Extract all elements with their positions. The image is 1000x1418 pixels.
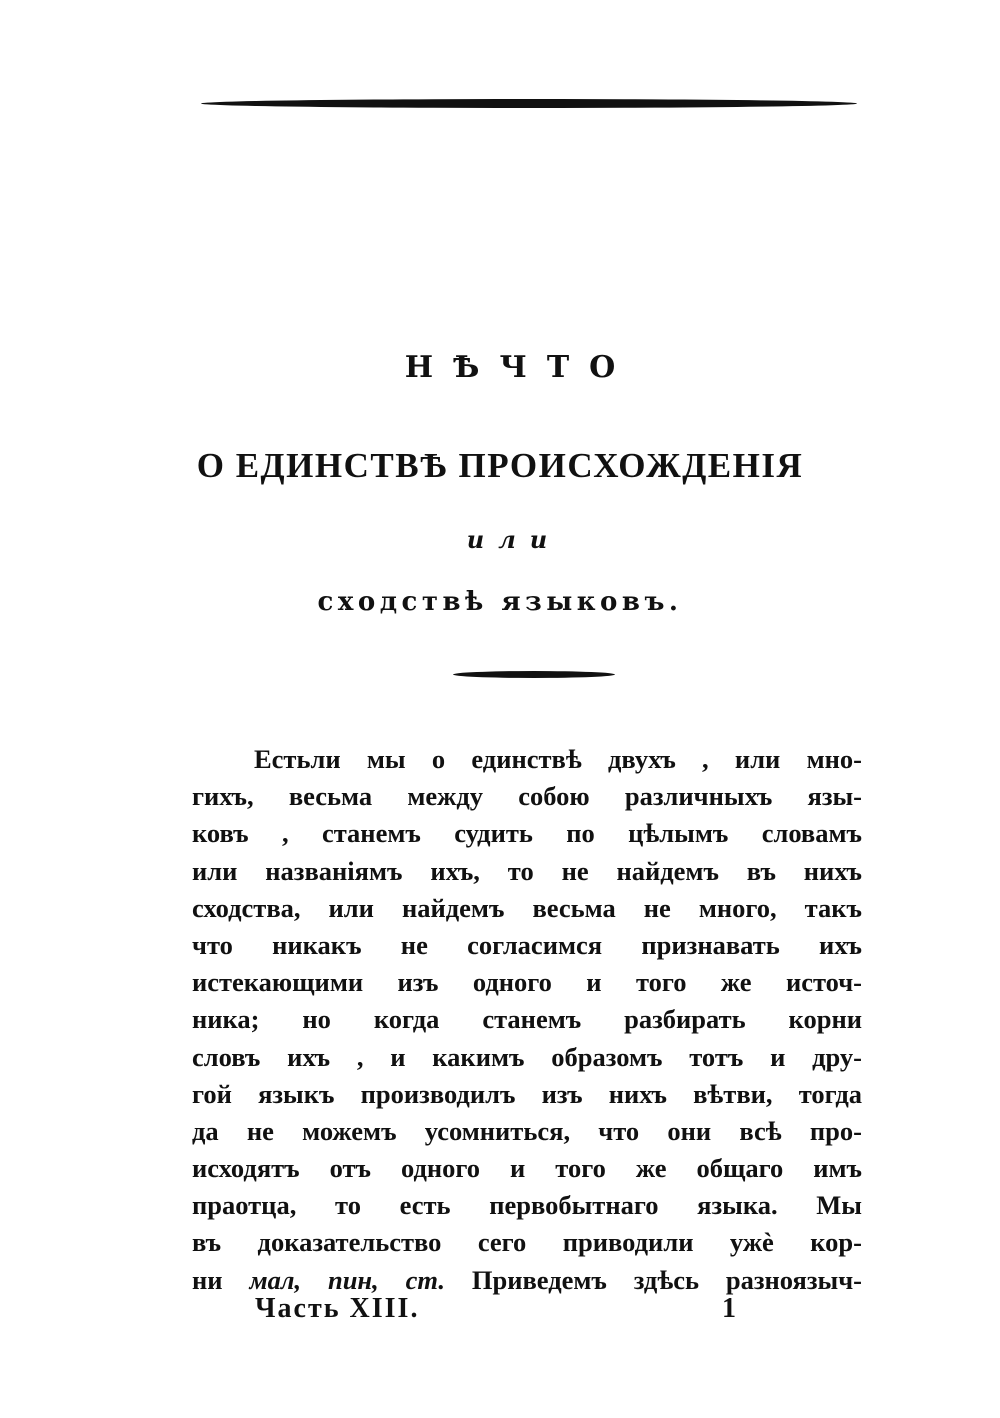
- body-paragraph: [192, 741, 862, 1299]
- title-line-1: НѢЧТО: [404, 350, 636, 385]
- page-footer: [0, 1293, 1000, 1333]
- body-line: да не можемъ усомниться, что они всѣ про-: [192, 1115, 862, 1146]
- last-line-prefix: ни: [192, 1264, 250, 1295]
- body-line: истекающими изъ одного и того же источ-: [192, 967, 862, 998]
- title-line-4: сходствѣ языковъ.: [317, 587, 683, 617]
- title-line-2: О ЕДИНСТВѢ ПРОИСХОЖДЕНІЯ: [196, 446, 804, 485]
- body-line: гой языкъ производилъ изъ нихъ вѣтви, тогда: [192, 1078, 862, 1109]
- body-line: исходятъ отъ одного и того же общаго имъ: [192, 1153, 862, 1184]
- middle-decorative-rule: [453, 671, 615, 678]
- body-line: въ доказательство сего приводили ужѐ кор-: [192, 1227, 862, 1258]
- body-line: праотца, то есть первобытнаго языка. Мы: [192, 1190, 862, 1221]
- body-line: что никакъ не согласимся признавать ихъ: [192, 929, 862, 960]
- signature-mark: 1: [722, 1293, 736, 1324]
- body-line: ковъ , станемъ судить по цѣлымъ словамъ: [192, 818, 862, 849]
- body-line: Естьли мы о единствѣ двухъ , или мно-: [254, 744, 862, 774]
- body-line: гихъ, весьма между собою различныхъ язы-: [192, 781, 862, 812]
- signature-label: Часть XIII.: [255, 1293, 420, 1324]
- italic-roots: мал, пин, ст.: [249, 1264, 445, 1295]
- top-decorative-rule: [201, 99, 857, 108]
- body-line: словъ ихъ , и какимъ образомъ тотъ и дру-: [192, 1041, 862, 1072]
- body-line: или названіямъ ихъ, то не найдемъ въ нихъ: [192, 855, 862, 886]
- title-line-3: или: [466, 525, 562, 554]
- body-line: сходства, или найдемъ весьма не много, такъ: [192, 892, 862, 923]
- body-line: ника; но когда станемъ разбирать корни: [192, 1004, 862, 1035]
- last-line-suffix: Приведемъ здѣсь разноязыч-: [444, 1264, 862, 1295]
